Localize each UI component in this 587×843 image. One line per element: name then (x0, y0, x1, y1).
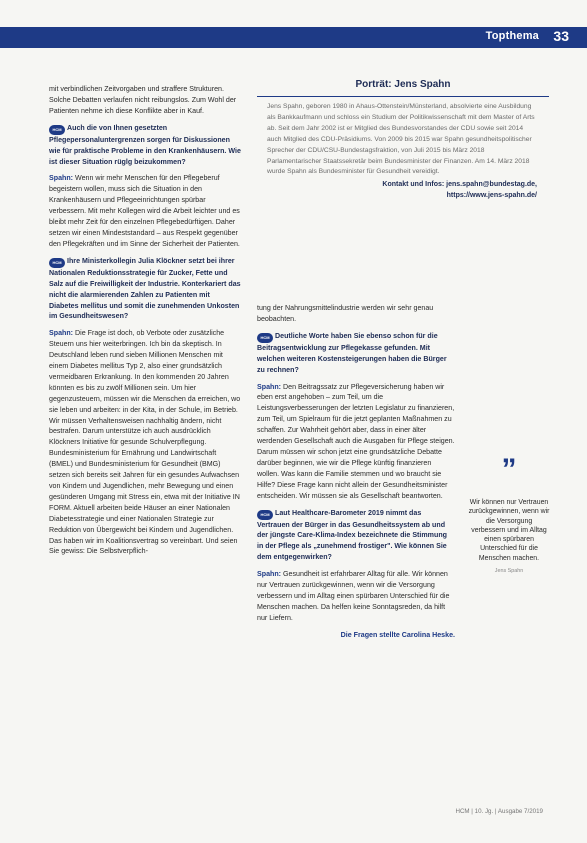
interview-signoff: Die Fragen stellte Carolina Heske. (340, 630, 455, 639)
question-text: Ihre Ministerkollegin Julia Klöckner setzt bei ihrer Nationalen Reduktionsstrategie für Zucker, Fette und Salz auf die Freiwilligkeit der Industrie. Konterkariert das nicht die alarmierenden Zahlen zu Patienten mit Diabetes mellitus und somit die zunehmenden Unkosten im Gesundheitswesen? (49, 256, 241, 321)
portrait-rule (257, 96, 549, 97)
interview-question (257, 331, 455, 376)
interview-question (49, 123, 241, 168)
hcm-badge-icon: HCM (49, 125, 65, 135)
pull-quote (468, 453, 550, 575)
question-text: Laut Healthcare-Barometer 2019 nimmt das Vertrauen der Bürger in das Gesundheitssystem ab und der jüngste Care-Klima-Index bezeichnete die Stimmung in der Pflege als „zunehmend frostiger". Wie können Sie dem entgegenwirken? (257, 508, 447, 562)
portrait-contact (257, 179, 549, 201)
quote-mark-icon: ” (501, 453, 517, 486)
page-number: 33 (553, 28, 569, 44)
portrait-box (257, 76, 549, 276)
body-paragraph: mit verbindlichen Zeitvorgaben und straffere Strukturen. Solche Debatten verlaufen nicht reibungslos. Zum Wohl der Patienten nehme ich diese Konflikte aber in Kauf. (49, 85, 237, 115)
page-header-bar (0, 27, 587, 48)
portrait-title: Porträt: Jens Spahn (355, 79, 451, 90)
body-paragraph: tung der Nahrungsmittelindustrie werden wir sehr genau beobachten. (257, 304, 434, 323)
question-text: Auch die von Ihnen gesetzten Pflegepersonaluntergrenzen sorgen für Diskussionen wie für praktische Probleme in den Krankenhäusern. Wie ist dieser Situation rüglg beizukommen? (49, 123, 241, 166)
section-title: Topthema (485, 30, 539, 42)
interview-question (49, 256, 241, 323)
interview-answer (49, 173, 241, 249)
quote-text: Wir können nur Vertrauen zurückgewinnen, wenn wir die Versorgung verbessern und im Alltag einen spürbaren Unterschied für die Menschen machen. (468, 499, 550, 562)
page-footer: HCM | 10. Jg. | Ausgabe 7/2019 (455, 808, 543, 815)
article-column-2 (257, 303, 455, 641)
question-text: Deutliche Worte haben Sie ebenso schon für die Beitragsentwicklung zur Pflegekasse gefunden. Mit welchen weiteren Kostensteigerungen haben die Bürger zu rechnen? (257, 331, 447, 374)
contact-website: https://www.jens-spahn.de/ (446, 192, 537, 200)
answer-text: Den Beitragssatz zur Pflegeversicherung haben wir eben erst angehoben – zum Teil, um die Leistungsverbesserungen der letzten Legislatur zu finanzieren, zum Teil, um Spielraum für die jetzt geplanten Maßnahmen zu schaffen. Zur Wahrheit gehört aber, dass in einer älter werdenden Gesellschaft auch die Ausgaben für Pflege steigen. Darum müssen wir schon jetzt eine grundsätzliche Debatte darüber beginnen, wie wir die Pflege künftig finanzieren wollen. Was kann die Familie stemmen und wo braucht sie Hilfe? Diese Frage kann nicht allein der Gesundheitsminister entscheiden. Wir müssen sie als Gesellschaft beantworten. (257, 382, 455, 500)
interview-answer (257, 382, 455, 502)
interview-answer (49, 328, 241, 557)
article-column-1 (49, 84, 241, 557)
interview-question (257, 508, 455, 564)
hcm-badge-icon: HCM (49, 258, 65, 268)
speaker-label: Spahn: (49, 329, 74, 338)
answer-text: Die Frage ist doch, ob Verbote oder zusätzliche Steuern uns hier weiterbringen. Ich bin da skeptisch. In Deutschland leben rund sieben Millionen Menschen mit einem Diabetes mellitus Typ 2, also einer grundsätzlich vermeidbaren Erkrankung. In den kommenden 20 Jahren könnten es bis zu zwölf Millionen sein. Um hier gegenzusteuern, müssen wir die Menschen da erreichen, wo sie leben und arbeiten: in der Kita, in der Schule, im Betrieb. Wir müssen Verhaltensweisen nachhaltig ändern, nicht bestrafen. Darum unterstütze ich auch ausdrücklich Klöckners Initiative für gesunde Schulverpflegung. Bundesministerium für Ernährung und Landwirtschaft (BMEL) und Bundesministerium für Gesundheit (BMG) setzen sich bereits seit Jahren für ein gesundes Aufwachsen von Kindern und Jugendlichen, mehr Bewegung und einen gesünderen Umgang mit Stress ein, etwa mit der Initiative IN FORM. Aktuell arbeiten beide Häuser an einer Nationalen Diabetesstrategie und einer Nationalen Strategie zur Reduktion von Übergewicht bei Kindern und Jugendlichen. Das haben wir im Koalitionsvertrag so vereinbart. Und seien Sie gewiss: Die Selbstverpflich- (49, 329, 241, 556)
contact-email: Kontakt und Infos: jens.spahn@bundestag.de, (382, 181, 537, 189)
hcm-badge-icon: HCM (257, 510, 273, 520)
quote-author: Jens Spahn (494, 568, 524, 575)
interview-answer (257, 569, 455, 624)
portrait-body: Jens Spahn, geboren 1980 in Ahaus-Ottenstein/Münsterland, absolvierte eine Ausbildung als Bankkaufmann und schloss ein Studium der Politikwissenschaft mit dem Master of Arts ab. Seit dem Jahr 2002 ist er Mitglied des Bundesvorstandes der CDU sowie seit 2014 auch Mitglied des CDU-Präsidiums. Von 2009 bis 2015 war Spahn gesundheitspolitischer Sprecher der CDU/CSU-Bundestagsfraktion, von Juli 2015 bis März 2018 Parlamentarischer Staatssekretär beim Bundesminister der Finanzen. Am 14. März 2018 wurde Spahn als Bundesminister für Gesundheit vereidigt. (267, 103, 535, 176)
hcm-badge-icon: HCM (257, 333, 273, 343)
answer-text: Gesundheit ist erfahrbarer Alltag für alle. Wir können nur Vertrauen zurückgewinnen, wenn wir die Versorgung verbessern und im Alltag einen spürbaren Unterschied für die Menschen machen. Da helfen keine Sonntagsreden, da hilft nur Liefern. (257, 570, 450, 622)
speaker-label: Spahn: (49, 174, 74, 183)
speaker-label: Spahn: (257, 382, 282, 391)
speaker-label: Spahn: (257, 570, 282, 579)
answer-text: Wenn wir mehr Menschen für den Pflegeberuf begeistern wollen, muss sich die Situation in den Krankenhäusern und Pflegeeinrichtungen spürbar verbessern. Mit mehr Kollegen wird die Arbeit leichter und es bleibt mehr Zeit für den einzelnen Pflegebedürftigen. Daher setzen wir einen Mindeststandard – aus Respekt gegenüber den Pflegekräften und im Sinne der Sicherheit der Patienten. (49, 174, 240, 248)
